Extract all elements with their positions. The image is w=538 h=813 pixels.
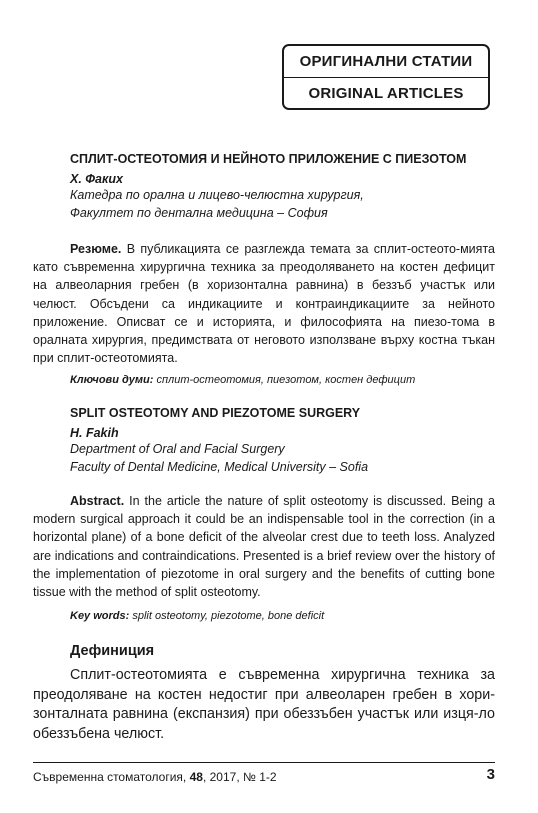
bg-header [70, 152, 495, 222]
section-label-bg: ОРИГИНАЛНИ СТАТИИ [299, 53, 473, 70]
bg-author: Х. Факих [70, 172, 123, 186]
bg-abstract-text: В публикацията се разглежда темата за сплит-остеото-мията като съвременна хирургична техника за преодоляването на костен дефицит на алвеоларния гребен (в хоризонтална равнина) в беззъб участък или челюст. Обсъдени са индикациите и контраиндикациите за нейното приложение. Описват се и историята, и философията на пиезо-тома в оралната хирургия, предимствата от неговото използване върху костна тъкан при сплит-остеотомията. [33, 242, 495, 366]
en-header [70, 406, 495, 476]
bg-keywords-text: сплит-остеотомия, пиезотом, костен дефицит [156, 374, 416, 386]
footer-journal: Съвременна стоматология, [33, 770, 187, 784]
bg-title: СПЛИТ-ОСТЕОТОМИЯ И НЕЙНОТО ПРИЛОЖЕНИЕ С ПИЕЗОТОМ [70, 152, 467, 166]
en-keywords-text: split osteotomy, piezotome, bone deficit [132, 610, 325, 622]
bg-affiliation-2: Факултет по дентална медицина – София [70, 206, 328, 220]
bg-affiliation-1: Катедра по орална и лицево-челюстна хирургия, [70, 188, 364, 202]
definition-text: Сплит-остеотомията е съвременна хирургична техника за преодоляване на костен недостиг при алвеоларен гребен в хори-зонталната равнина (експанзия) при обеззъбен участък или изця-ло обеззъбена челюст. [33, 667, 495, 742]
footer-citation [33, 770, 277, 784]
bg-keywords-label: Ключови думи: [70, 374, 154, 386]
bg-abstract [33, 240, 495, 367]
en-abstract-text: In the article the nature of split osteotomy is discussed. Being a modern surgical approach it could be an indispensable tool in the correction (in a horizontal plane) of a bone deficit of the alveolar crest due to teeth loss. Analyzed are indications and contraindications. Presented is a brief review over the history of the implementation of piezotome in oral surgery and the benefits of cutting bone tissue with the method of split osteotomy. [33, 494, 495, 600]
page-number: 3 [486, 766, 495, 783]
definition-paragraph [33, 666, 495, 744]
en-keywords [70, 610, 324, 622]
en-abstract-label: Abstract. [70, 494, 125, 508]
definition-heading: Дефиниция [70, 643, 155, 659]
en-abstract [33, 492, 495, 601]
section-label-en: ORIGINAL ARTICLES [284, 77, 488, 109]
en-keywords-label: Key words: [70, 610, 130, 622]
en-affiliation-1: Department of Oral and Facial Surgery [70, 442, 285, 456]
footer-volume: 48 [189, 770, 203, 784]
bg-abstract-label: Резюме. [70, 242, 122, 256]
en-title: SPLIT OSTEOTOMY AND PIEZOTOME SURGERY [70, 406, 361, 420]
en-affiliation-2: Faculty of Dental Medicine, Medical University – Sofia [70, 460, 369, 474]
bg-keywords [70, 374, 415, 386]
footer-divider [33, 762, 495, 763]
section-label-box [282, 44, 490, 110]
en-author: H. Fakih [70, 426, 119, 440]
footer-year-issue: , 2017, № 1-2 [202, 770, 277, 784]
